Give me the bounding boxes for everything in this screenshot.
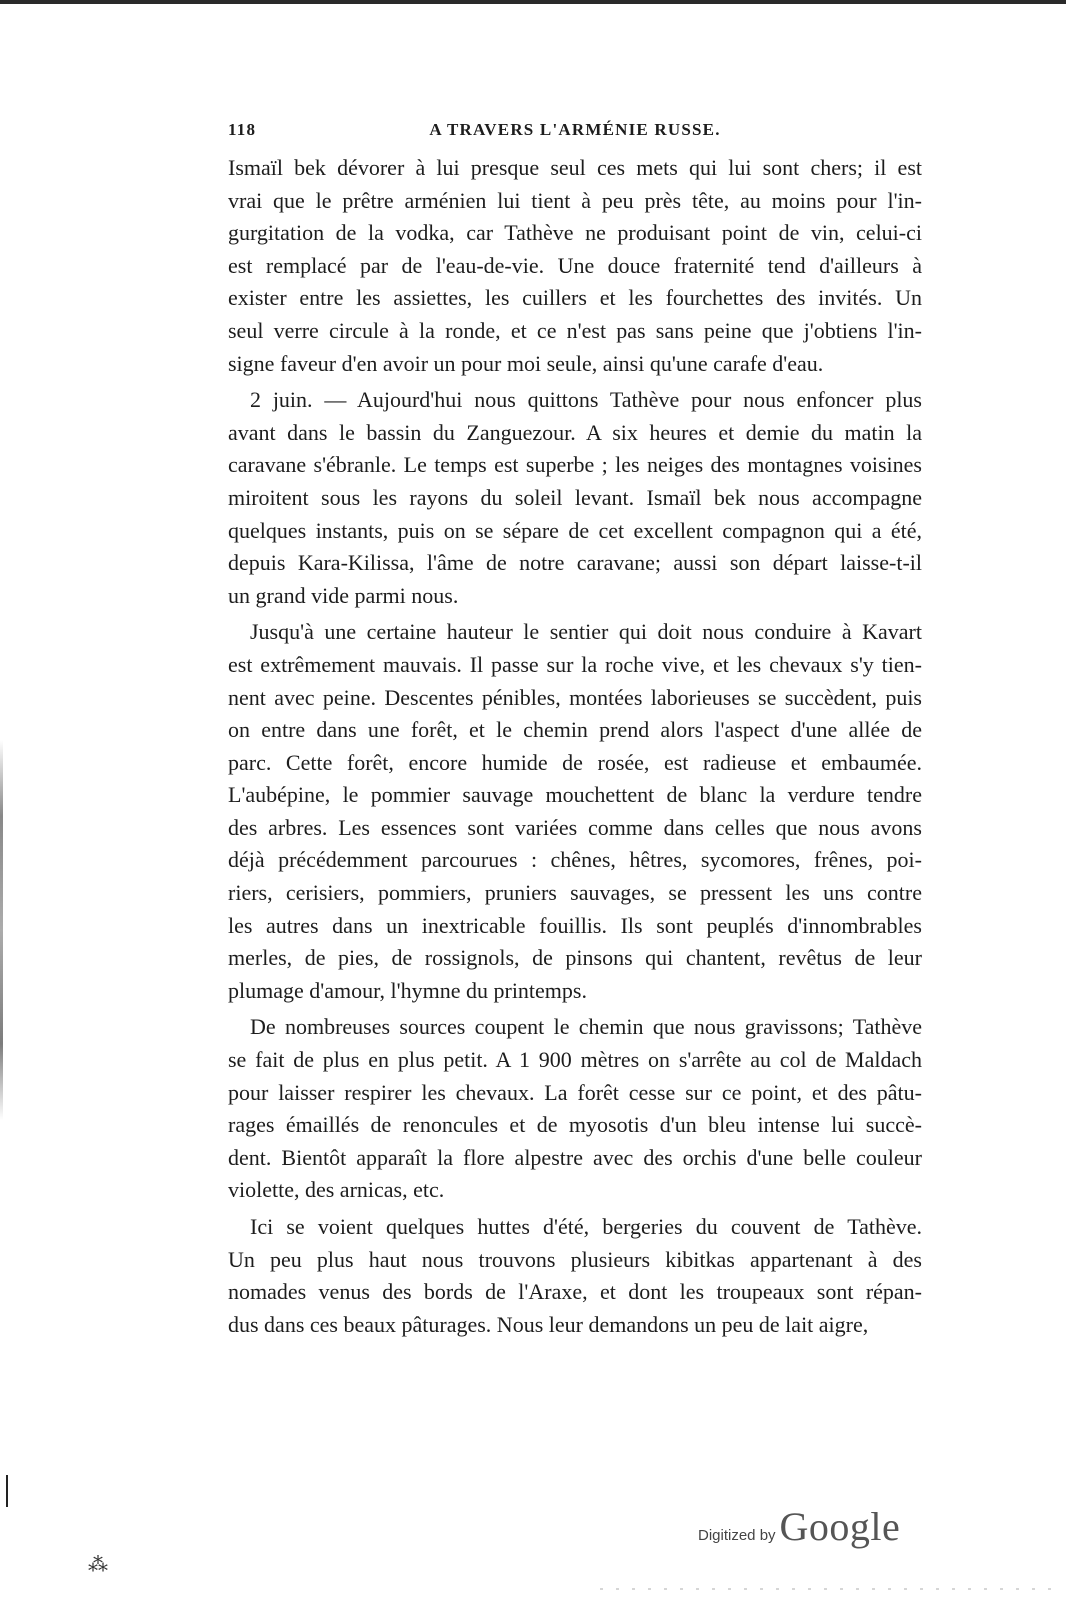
left-scan-edge (0, 740, 3, 1120)
text-line: se fait de plus en plus petit. A 1 900 mètres on s'arrête au col de Maldach (228, 1047, 922, 1073)
text-line: riers, cerisiers, pommiers, pruniers sauvages, se pressent les uns contre (228, 880, 922, 906)
paragraph (228, 384, 922, 612)
text-line: Jusqu'à une certaine hauteur le sentier qui doit nous conduire à Kavart (250, 619, 922, 645)
text-line: on entre dans une forêt, et le chemin prend alors l'aspect d'une allée de (228, 717, 922, 743)
body-text (228, 152, 922, 1341)
text-line: dent. Bientôt apparaît la flore alpestre avec des orchis d'une belle couleur (228, 1144, 922, 1170)
text-line: Un peu plus haut nous trouvons plusieurs kibitkas appartenant à des (228, 1246, 922, 1272)
page-number: 118 (228, 120, 257, 139)
text-line: nent avec peine. Descentes pénibles, montées laborieuses se succèdent, puis (228, 684, 922, 710)
text-line: seul verre circule à la ronde, et ce n'est pas sans peine que j'obtiens l'in- (228, 317, 922, 343)
digitized-watermark (698, 1503, 938, 1563)
paragraph (228, 1211, 922, 1341)
watermark-logo: Google (779, 1504, 901, 1549)
text-line: caravane s'ébranle. Le temps est superbe ; les neiges des montagnes voisines (228, 452, 922, 478)
text-line: est extrêmement mauvais. Il passe sur la roche vive, et les chevaux s'y tien- (228, 651, 922, 677)
text-line: pour laisser respirer les chevaux. La forêt cesse sur ce point, et des pâtu- (228, 1079, 922, 1105)
running-title: A TRAVERS L'ARMÉNIE RUSSE. (429, 120, 721, 139)
text-line: quelques instants, puis on se sépare de cet excellent compagnon qui a été, (228, 517, 922, 543)
text-line: gurgitation de la vodka, car Tathève ne produisant point de vin, celui-ci (228, 220, 922, 246)
text-line: 2 juin. — Aujourd'hui nous quittons Tathève pour nous enfoncer plus (250, 387, 922, 413)
text-line: Ismaïl bek dévorer à lui presque seul ces mets qui lui sont chers; il est (228, 155, 922, 180)
text-line: miroitent sous les rayons du soleil levant. Ismaïl bek nous accompagne (228, 484, 922, 510)
corner-specks: ⁂ (88, 1554, 108, 1576)
margin-mark (6, 1475, 8, 1507)
text-line: des arbres. Les essences sont variées comme dans celles que nous avons (228, 814, 922, 840)
paragraph (228, 616, 922, 1007)
paragraph (228, 152, 922, 380)
text-line: avant dans le bassin du Zanguezour. A six heures et demie du matin la (228, 419, 922, 445)
top-scan-edge (0, 0, 1066, 4)
text-line: exister entre les assiettes, les cuillers et les fourchettes des invités. Un (228, 285, 922, 311)
text-line: Ici se voient quelques huttes d'été, bergeries du couvent de Tathève. (250, 1214, 922, 1239)
text-line: est remplacé par de l'eau-de-vie. Une douce fraternité tend d'ailleurs à (228, 252, 922, 278)
bottom-scan-noise (600, 1588, 1060, 1590)
text-line: les autres dans un inextricable fouillis. Ils sont peuplés d'innombrables (228, 912, 922, 938)
text-line: dus dans ces beaux pâturages. Nous leur demandons un peu de lait aigre, (228, 1311, 869, 1337)
text-line: rages émaillés de renoncules et de myosotis d'un bleu intense lui succè- (228, 1112, 922, 1138)
paragraph (228, 1011, 922, 1207)
text-line: signe faveur d'en avoir un pour moi seule, ainsi qu'une carafe d'eau. (228, 350, 824, 376)
text-line: depuis Kara-Kilissa, l'âme de notre caravane; aussi son départ laisse-t-il (228, 550, 922, 576)
text-line: un grand vide parmi nous. (228, 582, 459, 608)
text-line: déjà précédemment parcourues : chênes, hêtres, sycomores, frênes, poi- (228, 847, 922, 873)
running-head (228, 120, 922, 150)
watermark-prefix: Digitized by (698, 1527, 776, 1544)
text-line: violette, des arnicas, etc. (228, 1177, 445, 1203)
text-line: nomades venus des bords de l'Araxe, et dont les troupeaux sont répan- (228, 1279, 922, 1305)
text-line: plumage d'amour, l'hymne du printemps. (228, 977, 587, 1003)
text-line: vrai que le prêtre arménien lui tient à peu près tête, au moins pour l'in- (228, 187, 922, 213)
text-line: merles, de pies, de rossignols, de pinsons qui chantent, revêtus de leur (228, 945, 922, 971)
text-line: parc. Cette forêt, encore humide de rosée, est radieuse et embaumée. (228, 749, 922, 775)
text-line: De nombreuses sources coupent le chemin que nous gravissons; Tathève (250, 1014, 922, 1040)
text-line: L'aubépine, le pommier sauvage mouchettent de blanc la verdure tendre (228, 782, 922, 808)
